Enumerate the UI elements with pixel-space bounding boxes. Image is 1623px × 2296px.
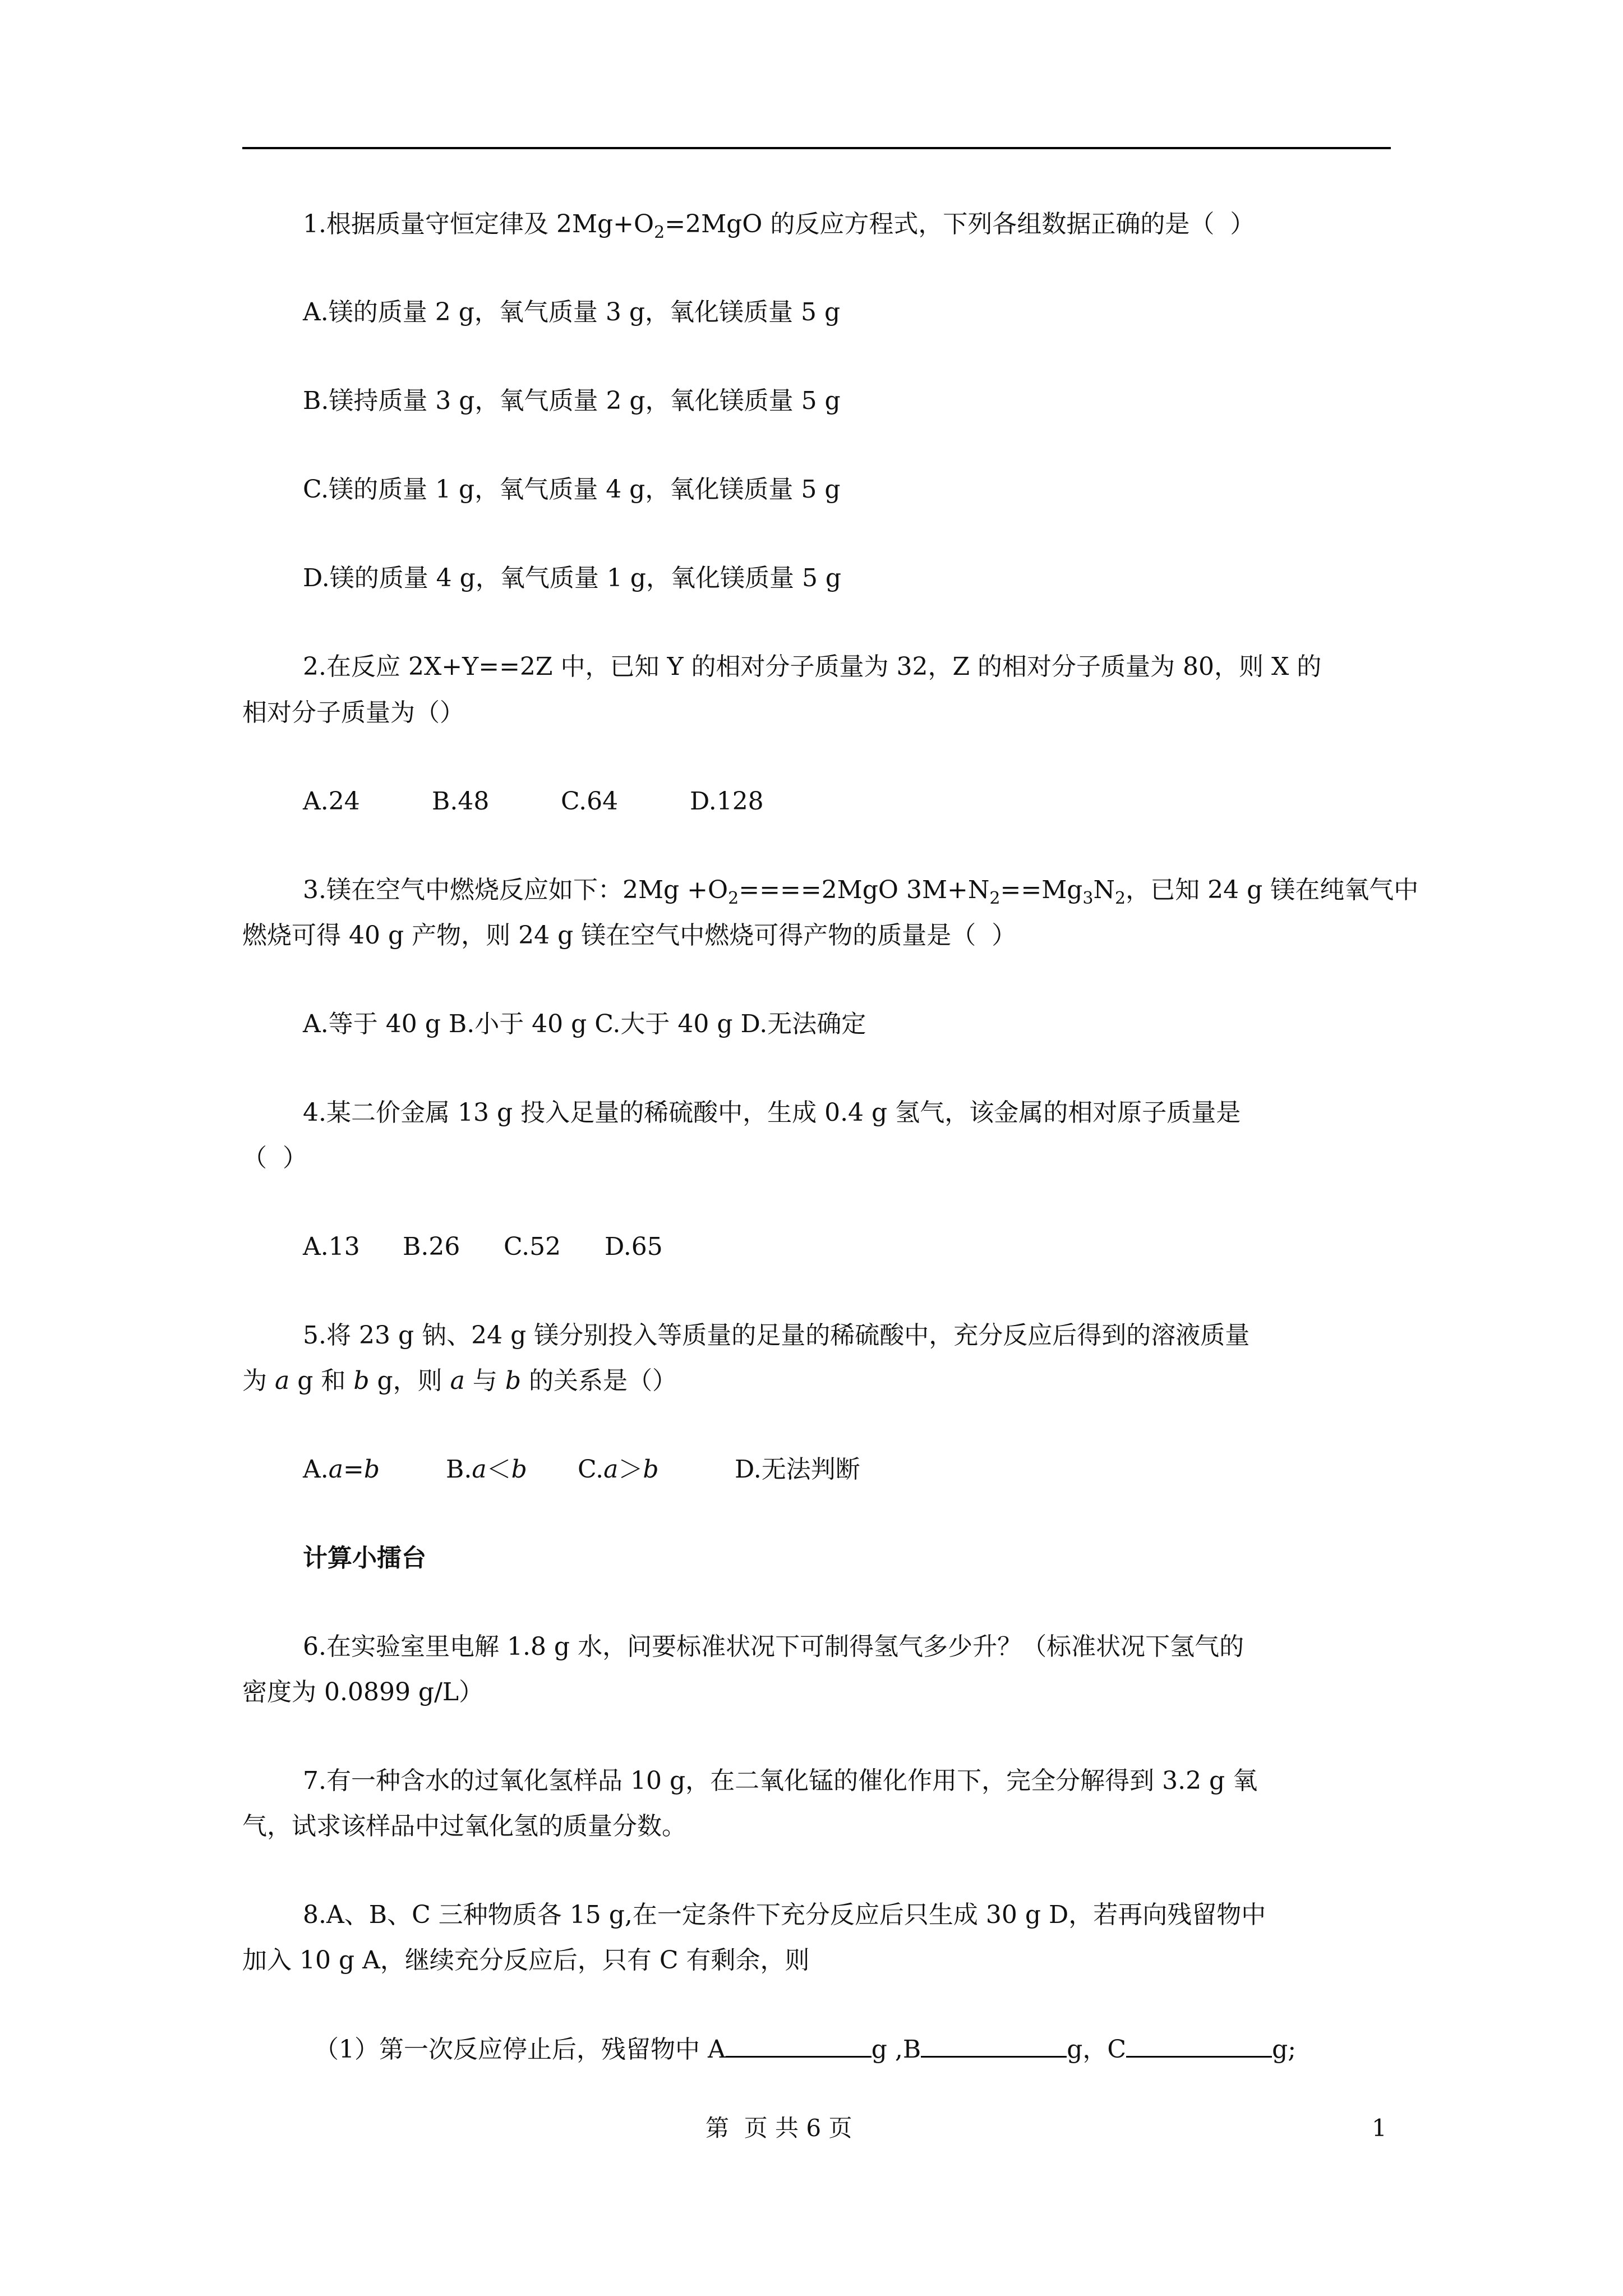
answer-blank-b[interactable] [921, 2032, 1067, 2058]
q3-options: A.等于 40 g B.小于 40 g C.大于 40 g D.无法确定 [303, 1010, 866, 1038]
q2-option-a: A.24 [303, 787, 360, 816]
q4-stem-line2: （ ） [242, 1144, 307, 1172]
footer-page-info: 第 页 共 6 页 [706, 2114, 852, 2142]
q2-option-c: C.64 [561, 787, 619, 816]
q1-stem: 1.根据质量守恒定律及 $2Mg+O_2=2MgO$ 的反应方程式，下列各组数据正确的是（ ） [303, 210, 1255, 242]
q1-option-b: B.镁持质量 3 g，氧气质量 2 g，氧化镁质量 5 g [303, 386, 841, 415]
q7-stem-line2: 气，试求该样品中过氧化氢的质量分数。 [242, 1812, 686, 1841]
answer-blank-c[interactable] [1126, 2032, 1272, 2058]
q8-stem-line2: 加入 10 g A，继续充分反应后，只有 C 有剩余，则 [242, 1946, 810, 1975]
q5-option-a: A.a=b [303, 1455, 380, 1484]
q2-stem-line2: 相对分子质量为（） [242, 698, 464, 727]
q8-stem-line1: 8.A、B、C 三种物质各 15 g,在一定条件下充分反应后只生成 30 g D，若再向残留物中 [303, 1901, 1266, 1929]
q4-option-b: B.26 [403, 1232, 460, 1261]
q2-option-b: B.48 [432, 787, 490, 816]
q3-stem-line1: 3.镁在空气中燃烧反应如下：$2Mg +O_2====2MgO$ $3M+N_2==Mg_3N_2$，已知 24 g 镁在纯氧气中 [303, 876, 1419, 908]
q3-stem-line2: 燃烧可得 40 g 产物，则 24 g 镁在空气中燃烧可得产物的质量是（ ） [242, 921, 1017, 950]
section-title: 计算小擂台 [303, 1544, 426, 1572]
q6-stem-line2: 密度为 0.0899 g/L） [242, 1678, 484, 1706]
q2-stem-line1: 2.在反应 2X+Y==2Z 中，已知 Y 的相对分子质量为 32，Z 的相对分子质量为 80，则 X 的 [303, 652, 1322, 681]
q4-stem-line1: 4.某二价金属 13 g 投入足量的稀硫酸中，生成 0.4 g 氢气，该金属的相对原子质量是 [303, 1098, 1241, 1127]
q1-option-d: D.镁的质量 4 g，氧气质量 1 g，氧化镁质量 5 g [303, 564, 842, 592]
q5-option-b: B.a＜b [446, 1455, 527, 1484]
q5-option-c: C.a＞b [578, 1455, 659, 1484]
answer-blank-a[interactable] [726, 2032, 872, 2058]
q5-stem-line1: 5.将 23 g 钠、24 g 镁分别投入等质量的足量的稀硫酸中，充分反应后得到的溶液质量 [303, 1321, 1250, 1350]
q1-option-a: A.镁的质量 2 g，氧气质量 3 g，氧化镁质量 5 g [303, 298, 841, 326]
q2-option-d: D.128 [690, 787, 764, 816]
q4-option-a: A.13 [303, 1232, 360, 1261]
q5-option-d: D.无法判断 [735, 1455, 860, 1484]
header-rule [242, 147, 1391, 149]
q4-option-d: D.65 [605, 1232, 663, 1261]
q1-option-c: C.镁的质量 1 g，氧气质量 4 g，氧化镁质量 5 g [303, 475, 841, 504]
q4-option-c: C.52 [504, 1232, 561, 1261]
footer-page-number: 1 [1372, 2114, 1387, 2142]
q7-stem-line1: 7.有一种含水的过氧化氢样品 10 g，在二氧化锰的催化作用下，完全分解得到 3.2 g 氧 [303, 1766, 1258, 1795]
q6-stem-line1: 6.在实验室里电解 1.8 g 水，问要标准状况下可制得氢气多少升？（标准状况下氢气的 [303, 1632, 1244, 1661]
q5-stem-line2: 为 a g 和 b g，则 a 与 b 的关系是（） [242, 1366, 677, 1395]
q8-subquestion-1: （1）第一次反应停止后，残留物中 A g ,B g，C g; [314, 2032, 1296, 2067]
